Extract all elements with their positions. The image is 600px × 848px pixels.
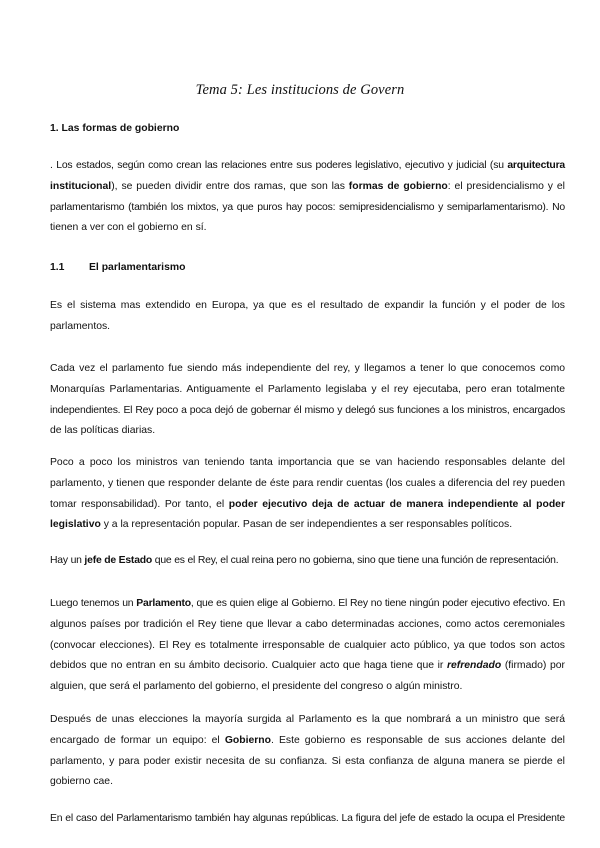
document-title: Tema 5: Les institucions de Govern: [195, 82, 405, 98]
text-line: debidos que no entran en su ámbito decisorio. Cualquier acto que haga tiene que ir refrendado (firmado) por: [50, 660, 565, 672]
text-line: institucional), se pueden dividir entre dos ramas, que son las formas de gobierno: el presidencialismo y el: [50, 180, 565, 192]
text-line: gobierno cae.: [50, 776, 113, 788]
text-line: algunos países por tradición el Rey tiene que llevar a cabo determinadas acciones, como actos ceremoniales: [50, 618, 565, 630]
text-line: parlamento, y para poder existir necesita de su confianza. Si esta confianza de alguna manera se pierde el: [50, 755, 565, 767]
section-title: El parlamentarismo: [89, 262, 186, 273]
paragraph-sistema-extendido: [50, 296, 565, 338]
paragraph-jefe-de-estado: [50, 551, 565, 572]
text-line: independientes. El Rey poco a poca dejó de gobernar él mismo y delegó sus funciones a los ministros, encargados: [50, 404, 565, 416]
text-line: parlamentarismo (también los mixtos, ya que puros hay pocos: semipresidencialismo y semiparlamentarismo). No: [50, 201, 565, 213]
text-line: En el caso del Parlamentarismo también hay algunas repúblicas. La figura del jefe de estado la ocupa el Presidente: [50, 813, 565, 824]
paragraph-gobierno: [50, 710, 565, 793]
text-line: legislativo y a la representación popular. Pasan de ser independientes a ser responsables políticos.: [50, 519, 513, 531]
text-line: parlamentos.: [50, 320, 111, 332]
text-line: . Los estados, según como crean las relaciones entre sus poderes legislativo, ejecutivo y judicial (su arquitectura: [50, 160, 565, 171]
paragraph-monarquias-parlamentarias: [50, 359, 565, 442]
paragraph-parlamento: [50, 594, 565, 698]
text-line: Cada vez el parlamento fue siendo más independiente del rey, y llegamos a tener lo que conocemos como: [50, 363, 565, 374]
text-line: Monarquías Parlamentarias. Antiguamente el Parlamento legislaba y el rey ejecutaba, pero eran totalmente: [50, 383, 565, 395]
paragraph-formas-de-gobierno: [50, 156, 565, 239]
text-line: Es el sistema mas extendido en Europa, ya que es el resultado de expandir la función y el poder de los: [50, 300, 565, 311]
text-line: Poco a poco los ministros van teniendo tanta importancia que se van haciendo responsables delante del: [50, 457, 565, 468]
text-line: tienen a ver con el gobierno en sí.: [50, 222, 207, 234]
section-heading-formas-de-gobierno: 1. Las formas de gobierno: [50, 123, 180, 134]
text-line: Hay un jefe de Estado que es el Rey, el cual reina pero no gobierna, sino que tiene una función de representación.: [50, 555, 559, 566]
text-line: tomar responsabilidad). Por tanto, el poder ejecutivo deja de actuar de manera independiente al poder: [50, 498, 565, 510]
text-line: de las políticas diarias.: [50, 425, 156, 437]
text-line: Después de unas elecciones la mayoría surgida al Parlamento es la que nombrará a un ministro que será: [50, 714, 565, 725]
text-line: parlamento, y tienen que responder delante de éste para rendir cuentas (los cuales a diferencia del rey pueden: [50, 477, 565, 489]
paragraph-ministros: [50, 453, 565, 536]
text-line: (convocar elecciones). El Rey es totalmente irresponsable de cualquier acto público, ya que todos son actos: [50, 639, 565, 651]
text-line: Luego tenemos un Parlamento, que es quien elige al Gobierno. El Rey no tiene ningún poder ejecutivo efectivo. En: [50, 598, 565, 609]
section-heading-parlamentarismo: [50, 262, 185, 273]
paragraph-republicas: [50, 809, 565, 830]
text-line: encargado de formar un equipo: el Gobierno. Este gobierno es responsable de sus acciones delante del: [50, 734, 565, 746]
section-number: 1.1: [50, 262, 65, 273]
text-line: alguien, que será el parlamento del gobierno, el presidente del congreso o algún ministro.: [50, 681, 463, 693]
